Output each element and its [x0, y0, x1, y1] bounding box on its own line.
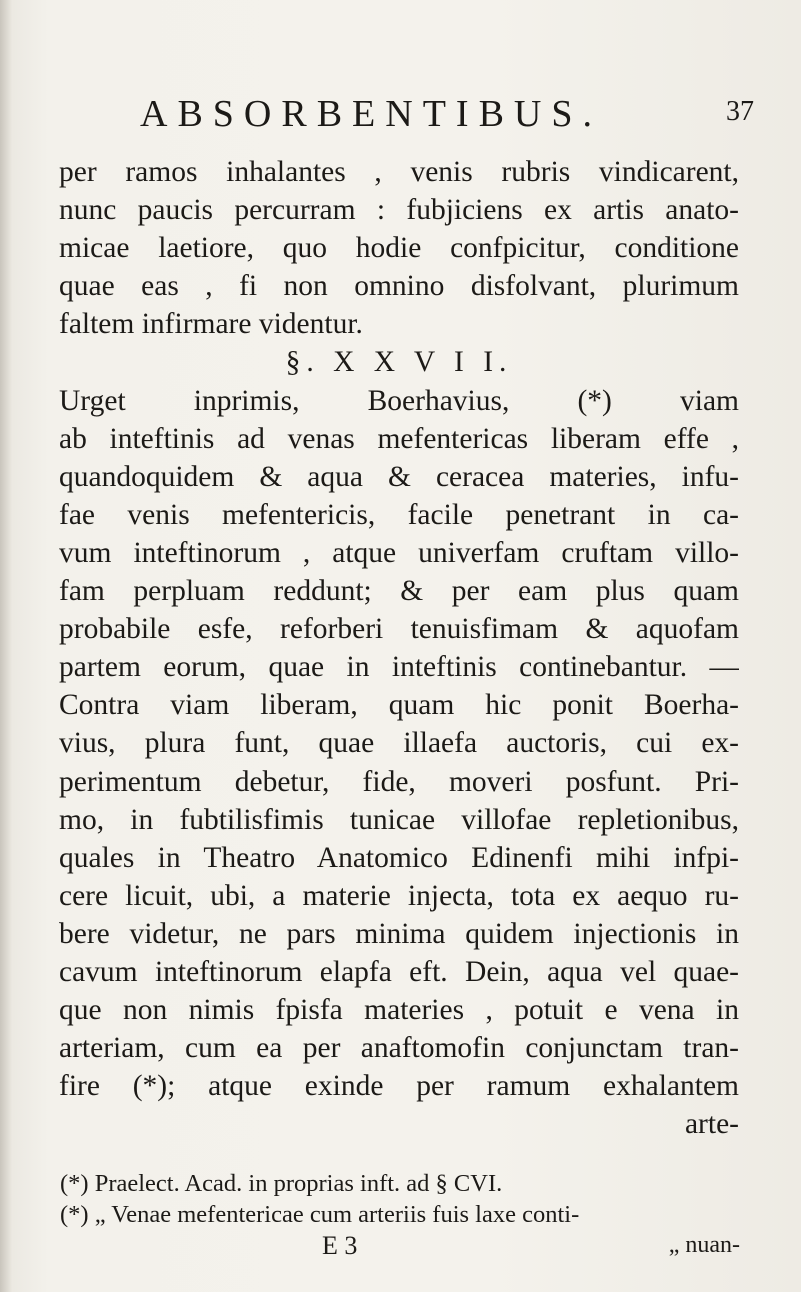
- text-line: ab inteftinis ad venas mefentericas liberam effe ,: [59, 422, 739, 455]
- text-line: quae eas , fi non omnino disfolvant, plurimum: [59, 270, 739, 303]
- text-line: Urget inprimis, Boerhavius, (*) viam: [59, 384, 739, 417]
- page-header: [140, 92, 754, 142]
- signature-line: [60, 1230, 740, 1264]
- text-line: bere videtur, ne pars minima quidem injectionis in: [59, 917, 739, 950]
- text-line: Contra viam liberam, quam hic ponit Boerha-: [59, 689, 739, 722]
- text-line: fire (*); atque exinde per ramum exhalantem: [59, 1070, 739, 1103]
- signature-mark: E 3: [322, 1231, 358, 1260]
- footnote: (*) „ Venae mefentericae cum arteriis fuis laxe conti-: [60, 1201, 580, 1228]
- footnote-continuation: „ nuan-: [668, 1232, 740, 1258]
- text-line: faltem infirmare videntur.: [59, 308, 363, 341]
- text-line: quandoquidem & aqua & ceracea materies, infu-: [59, 460, 739, 493]
- text-line: arteriam, cum ea per anaftomofin conjunctam tran-: [59, 1032, 739, 1065]
- text-line: mo, in fubtilisfimis tunicae villofae repletionibus,: [59, 803, 739, 836]
- catchword: arte-: [684, 1108, 739, 1141]
- text-line: probabile esfe, reforberi tenuisfimam & aquofam: [59, 613, 739, 646]
- text-line: quales in Theatro Anatomico Edinenfi mihi infpi-: [59, 841, 739, 874]
- text-line: per ramos inhalantes , venis rubris vindicarent,: [59, 156, 739, 188]
- section-heading: §. X X V I I.: [285, 346, 513, 379]
- text-line: que non nimis fpisfa materies , potuit e vena in: [59, 994, 739, 1027]
- running-head: ABSORBENTIBUS.: [140, 93, 602, 135]
- text-line: fae venis mefentericis, facile penetrant in ca-: [59, 498, 739, 531]
- text-line: perimentum debetur, fide, moveri posfunt. Pri-: [59, 765, 739, 798]
- footnote: (*) Praelect. Acad. in proprias inft. ad § CVI.: [60, 1170, 503, 1197]
- page-number: 37: [726, 96, 754, 127]
- text-line: cavum inteftinorum elapfa eft. Dein, aqua vel quae-: [59, 955, 739, 988]
- text-line: partem eorum, quae in inteftinis continebantur. —: [59, 651, 739, 684]
- footnotes: [60, 1168, 740, 1264]
- text-line: micae laetiore, quo hodie confpicitur, conditione: [59, 232, 739, 265]
- body-text: [59, 153, 739, 1143]
- text-line: fam perpluam reddunt; & per eam plus quam: [59, 575, 739, 608]
- page-gutter-shadow: [0, 0, 12, 1292]
- text-line: nunc paucis percurram : fubjiciens ex artis anato-: [59, 194, 739, 227]
- text-line: cere licuit, ubi, a materie injecta, tota ex aequo ru-: [59, 879, 739, 912]
- text-line: vum inteftinorum , atque univerfam cruftam villo-: [59, 536, 739, 569]
- text-line: vius, plura funt, quae illaefa auctoris, cui ex-: [59, 727, 739, 760]
